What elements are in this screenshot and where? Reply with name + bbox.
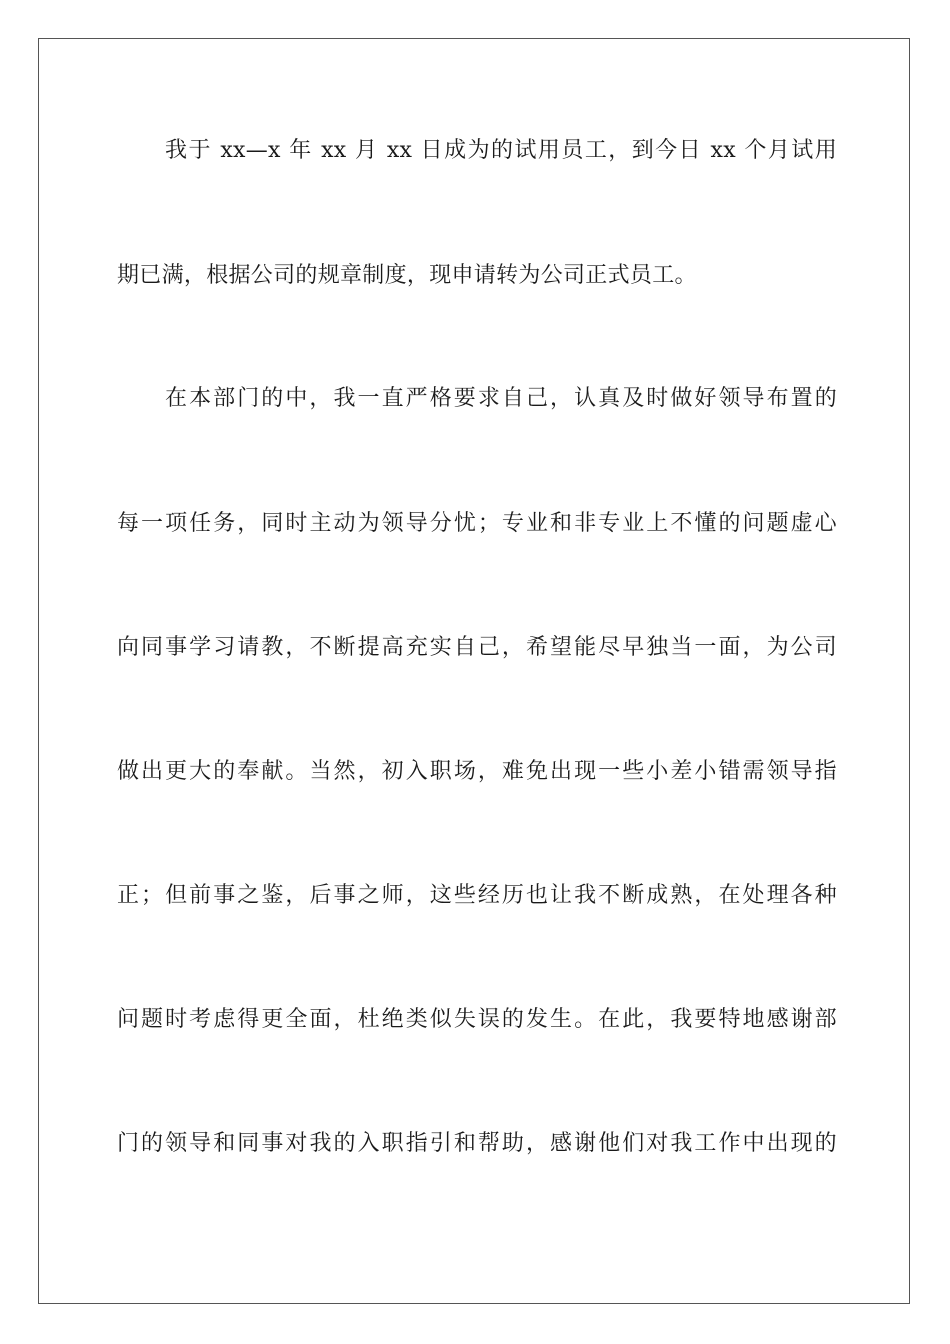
paragraph-2-line-4: 做出更大的奉献。当然，初入职场，难免出现一些小差小错需领导指	[117, 759, 837, 784]
paragraph-1-line-1: 我于 xx—x 年 xx 月 xx 日成为的试用员工，到今日 xx 个月试用	[165, 138, 837, 163]
paragraph-1-line-2: 期已满，根据公司的规章制度，现申请转为公司正式员工。	[117, 263, 697, 288]
page-border	[38, 38, 910, 1304]
paragraph-2-line-1: 在本部门的中，我一直严格要求自己，认真及时做好领导布置的	[165, 386, 837, 411]
paragraph-2-line-3: 向同事学习请教，不断提高充实自己，希望能尽早独当一面，为公司	[117, 635, 837, 660]
paragraph-2-line-2: 每一项任务，同时主动为领导分忧；专业和非专业上不懂的问题虚心	[117, 511, 837, 536]
paragraph-2-line-6: 问题时考虑得更全面，杜绝类似失误的发生。在此，我要特地感谢部	[117, 1007, 837, 1032]
paragraph-2-line-5: 正；但前事之鉴，后事之师，这些经历也让我不断成熟，在处理各种	[117, 883, 837, 908]
paragraph-2-line-7: 门的领导和同事对我的入职指引和帮助，感谢他们对我工作中出现的	[117, 1131, 837, 1156]
